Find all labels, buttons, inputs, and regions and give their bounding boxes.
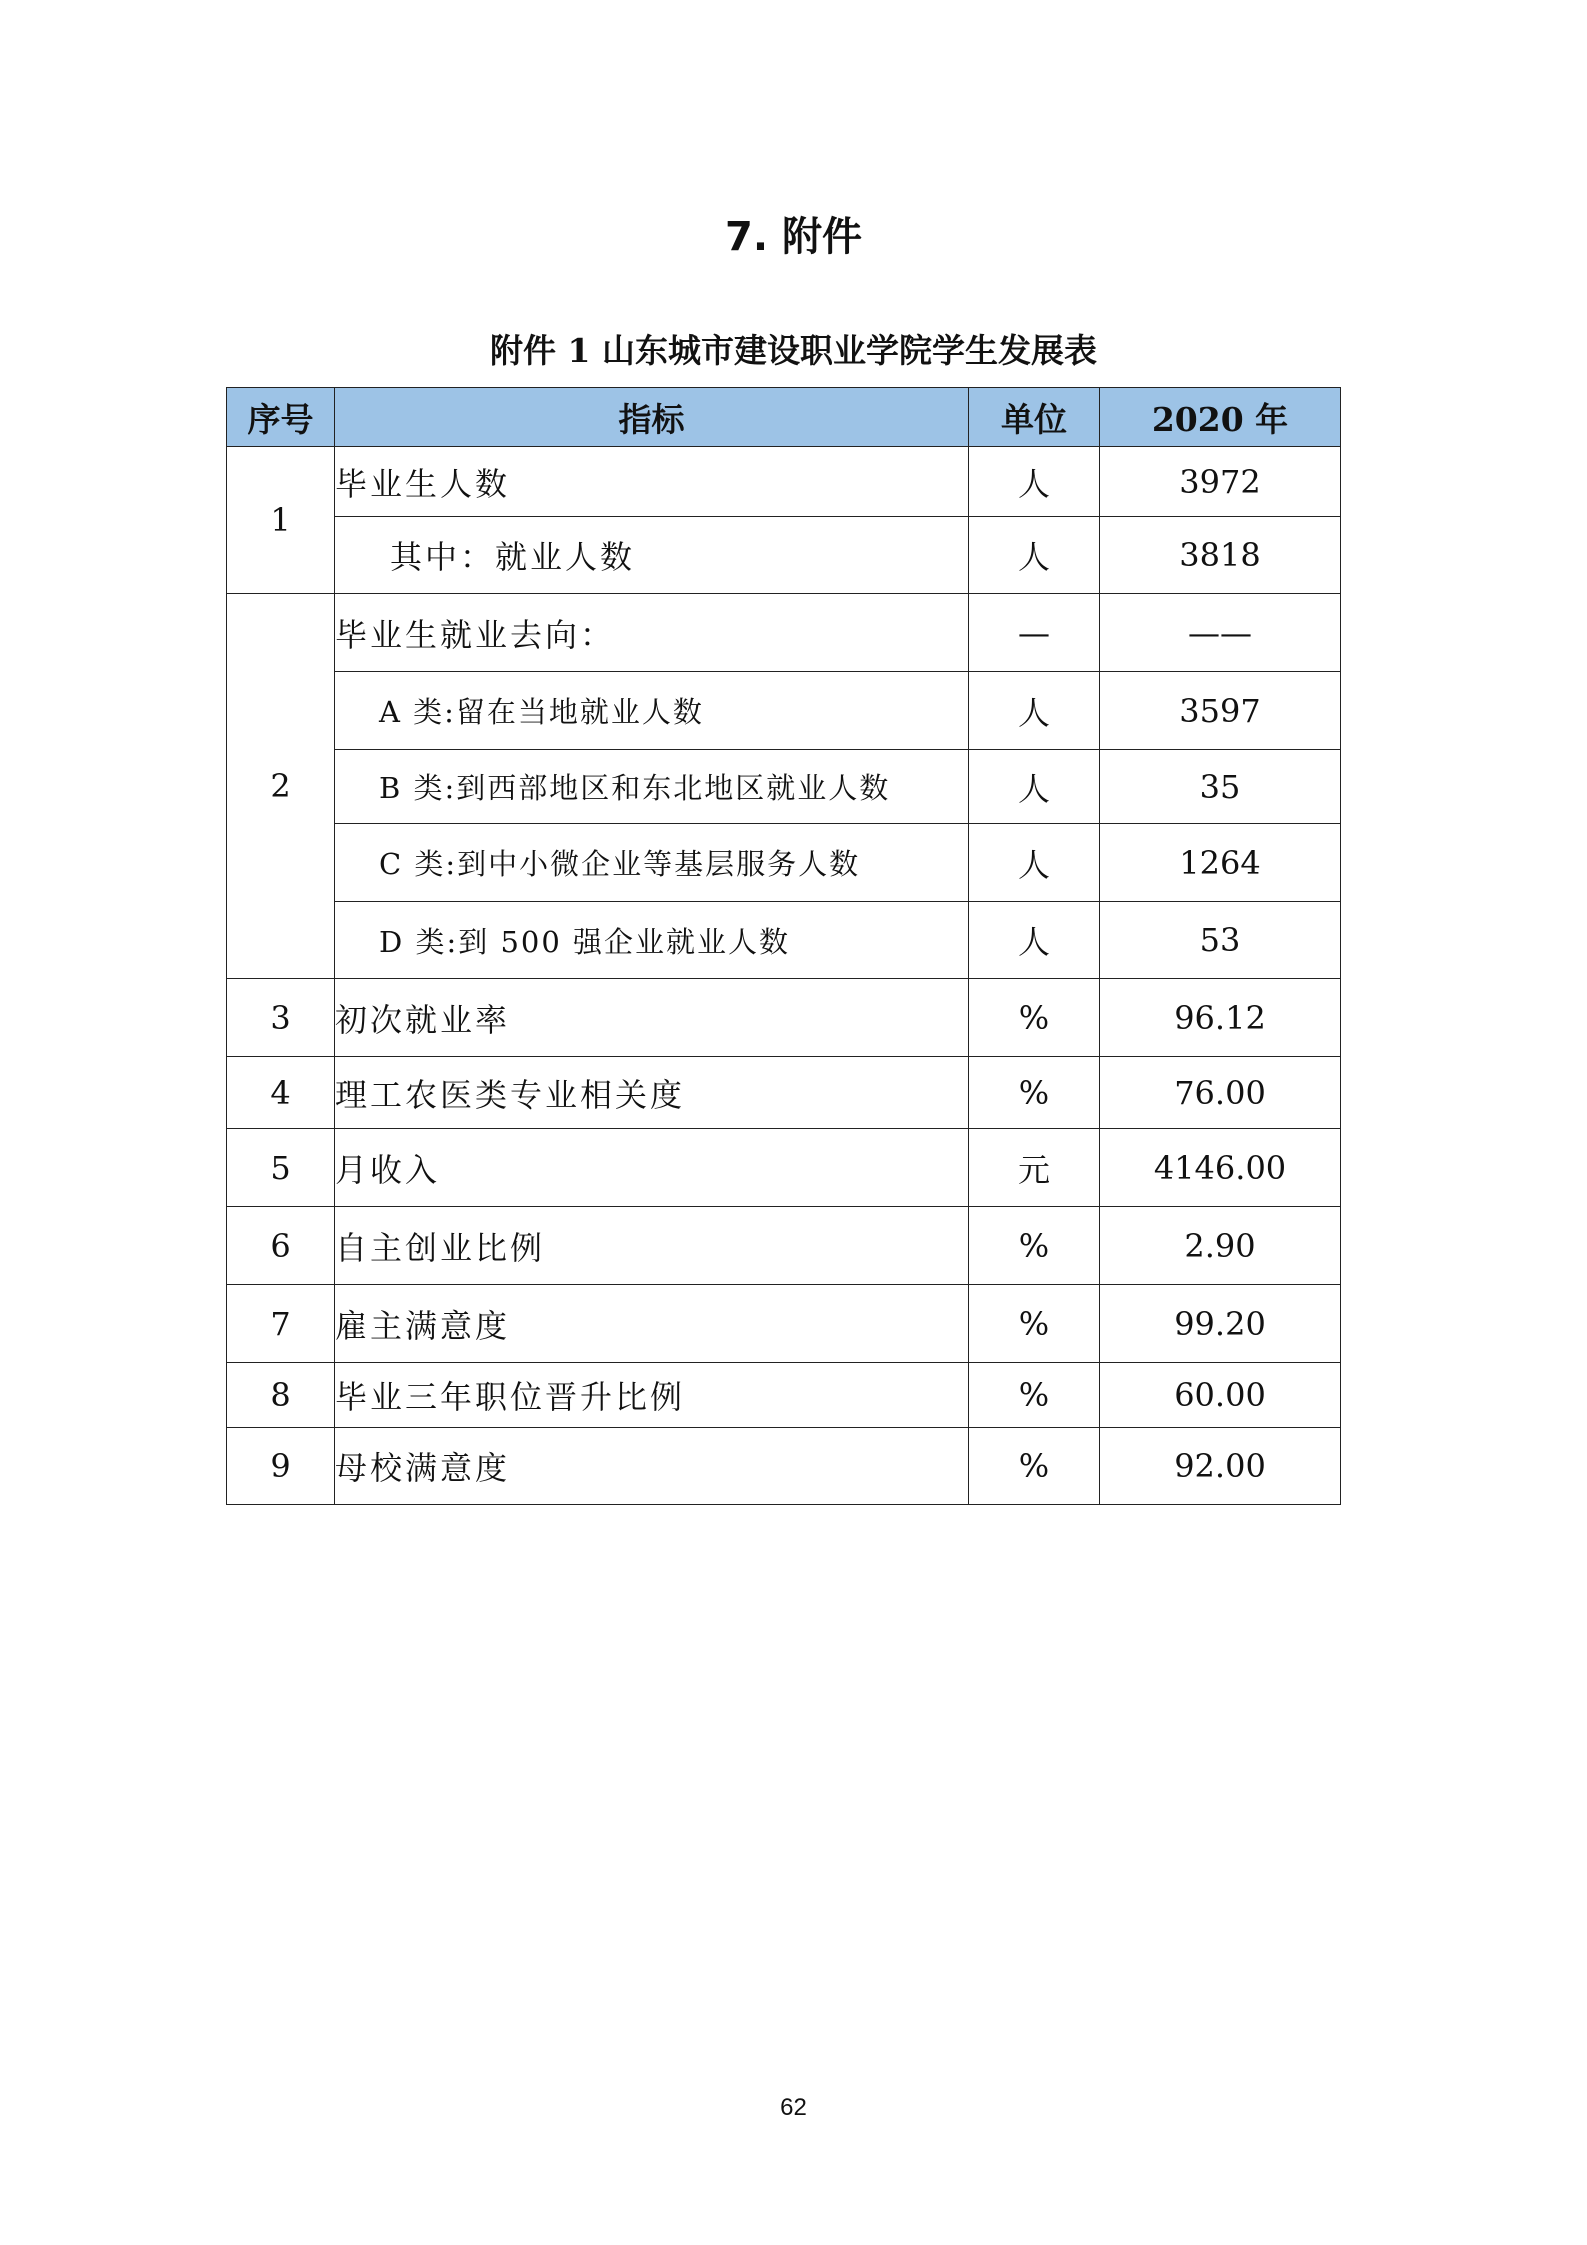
row-indicator: 初次就业率 [335, 979, 969, 1057]
table-row [227, 750, 1341, 824]
row-unit: 人 [969, 750, 1100, 824]
row-value: 92.00 [1100, 1428, 1341, 1505]
row-unit: 人 [969, 902, 1100, 979]
row-value: 4146.00 [1100, 1129, 1341, 1207]
row-indicator: 自主创业比例 [335, 1207, 969, 1285]
row-value: 76.00 [1100, 1057, 1341, 1129]
row-indicator: 毕业三年职位晋升比例 [335, 1363, 969, 1428]
row-unit: 人 [969, 824, 1100, 902]
row-seq: 4 [227, 1057, 335, 1129]
row-seq: 3 [227, 979, 335, 1057]
row-indicator: D 类:到 500 强企业就业人数 [335, 902, 969, 979]
row-indicator: 毕业生人数 [335, 447, 969, 517]
row-unit: 人 [969, 447, 1100, 517]
row-indicator: 理工农医类专业相关度 [335, 1057, 969, 1129]
row-unit: % [969, 1363, 1100, 1428]
table-row [227, 902, 1341, 979]
row-unit: % [969, 979, 1100, 1057]
row-unit: 元 [969, 1129, 1100, 1207]
row-value: 1264 [1100, 824, 1341, 902]
row-unit: % [969, 1285, 1100, 1363]
header-indicator: 指标 [335, 388, 969, 447]
table-row [227, 1428, 1341, 1505]
row-seq: 9 [227, 1428, 335, 1505]
header-unit: 单位 [969, 388, 1100, 447]
row-value: 99.20 [1100, 1285, 1341, 1363]
row-value: 60.00 [1100, 1363, 1341, 1428]
table-row [227, 672, 1341, 750]
row-seq: 1 [227, 447, 335, 594]
row-value: 53 [1100, 902, 1341, 979]
row-value: 3597 [1100, 672, 1341, 750]
table-row [227, 1363, 1341, 1428]
table-row [227, 1207, 1341, 1285]
table-row [227, 1285, 1341, 1363]
header-seq: 序号 [227, 388, 335, 447]
student-development-table [226, 387, 1341, 1505]
row-unit: — [969, 594, 1100, 672]
table-header-row [227, 388, 1341, 447]
row-indicator: 月收入 [335, 1129, 969, 1207]
row-seq: 2 [227, 594, 335, 979]
row-seq: 7 [227, 1285, 335, 1363]
table-row [227, 447, 1341, 517]
row-indicator: A 类:留在当地就业人数 [335, 672, 969, 750]
table-row [227, 824, 1341, 902]
header-year: 2020 年 [1100, 388, 1341, 447]
table-row [227, 517, 1341, 594]
table-row [227, 594, 1341, 672]
page-number: 62 [780, 2094, 807, 2121]
row-value: 3818 [1100, 517, 1341, 594]
row-seq: 5 [227, 1129, 335, 1207]
table-row [227, 1129, 1341, 1207]
row-value: —— [1100, 594, 1341, 672]
row-indicator: B 类:到西部地区和东北地区就业人数 [335, 750, 969, 824]
row-seq: 6 [227, 1207, 335, 1285]
row-unit: 人 [969, 672, 1100, 750]
row-indicator: 其中：就业人数 [335, 517, 969, 594]
row-indicator: 雇主满意度 [335, 1285, 969, 1363]
row-unit: % [969, 1057, 1100, 1129]
row-indicator: 毕业生就业去向： [335, 594, 969, 672]
row-unit: % [969, 1207, 1100, 1285]
section-title: 7. 附件 [725, 214, 862, 260]
row-value: 2.90 [1100, 1207, 1341, 1285]
row-seq: 8 [227, 1363, 335, 1428]
table-row [227, 979, 1341, 1057]
table-title: 附件 1 山东城市建设职业学院学生发展表 [490, 331, 1097, 370]
row-unit: % [969, 1428, 1100, 1505]
table-row [227, 1057, 1341, 1129]
row-value: 35 [1100, 750, 1341, 824]
row-indicator: C 类:到中小微企业等基层服务人数 [335, 824, 969, 902]
row-indicator: 母校满意度 [335, 1428, 969, 1505]
row-value: 96.12 [1100, 979, 1341, 1057]
row-value: 3972 [1100, 447, 1341, 517]
row-unit: 人 [969, 517, 1100, 594]
